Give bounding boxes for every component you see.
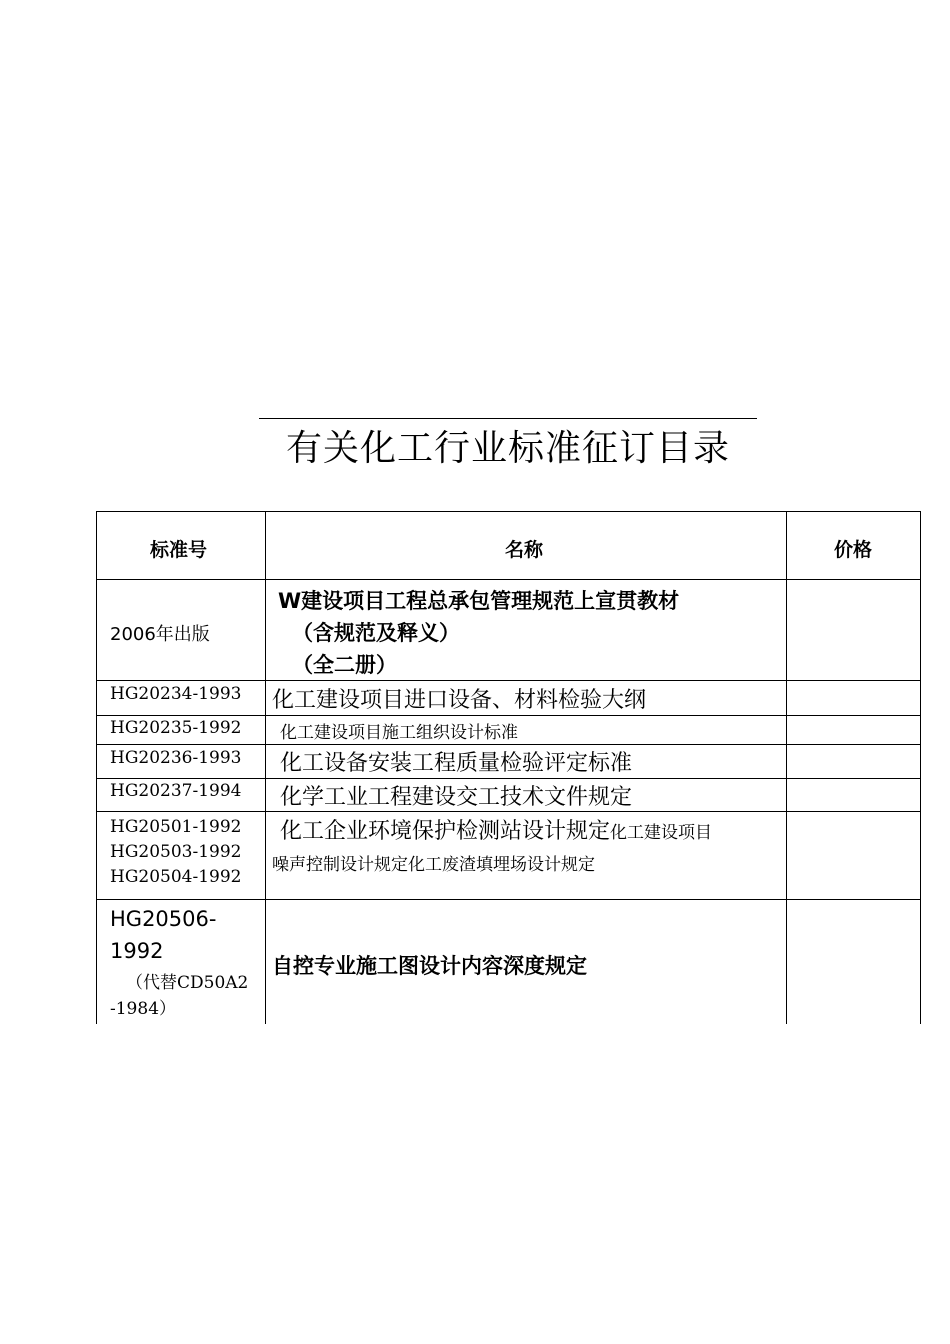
header-price: 价格 bbox=[834, 539, 873, 561]
row5-std-no: HG20237-1994 bbox=[110, 781, 242, 801]
row6-name-line1 bbox=[280, 814, 712, 845]
page-title: 有关化工行业标准征订目录 bbox=[285, 428, 730, 469]
row4-std-no: HG20236-1993 bbox=[110, 748, 242, 768]
row7-std-no-1: HG20506- bbox=[110, 907, 217, 931]
row-separator bbox=[96, 811, 921, 812]
row3-name: 化工建设项目施工组织设计标准 bbox=[280, 723, 518, 743]
table-divider-2 bbox=[786, 511, 787, 1024]
row7-name: 自控专业施工图设计内容深度规定 bbox=[272, 954, 587, 978]
row1-name-line3: （全二册） bbox=[292, 653, 397, 677]
row7-std-no-note bbox=[110, 970, 248, 1022]
row1-name-line1: W建设项目工程总承包管理规范上宣贯教材 bbox=[278, 589, 680, 613]
row6-std-no-2: HG20503-1992 bbox=[110, 842, 242, 862]
row4-name: 化工设备安装工程质量检验评定标准 bbox=[280, 751, 633, 776]
table-border-left bbox=[96, 511, 97, 1024]
title-rule bbox=[259, 418, 757, 419]
row-separator bbox=[96, 579, 921, 580]
table-border-top bbox=[96, 511, 921, 512]
row-separator bbox=[96, 899, 921, 900]
row7-std-no-4: -1984） bbox=[110, 999, 177, 1019]
row6-std-nos bbox=[110, 815, 242, 890]
row7-std-no-3: （代替CD50A2 bbox=[126, 973, 249, 993]
row6-std-no-1: HG20501-1992 bbox=[110, 817, 242, 837]
row-separator bbox=[96, 680, 921, 681]
row6-name-c: 噪声控制设计规定化工废渣填埋场设计规定 bbox=[272, 855, 595, 875]
row-separator bbox=[96, 715, 921, 716]
row2-name: 化工建设项目进口设备、材料检验大纲 bbox=[272, 688, 647, 713]
row3-std-no: HG20235-1992 bbox=[110, 718, 242, 738]
row-separator bbox=[96, 778, 921, 779]
row-separator bbox=[96, 744, 921, 745]
row1-name-line2: （含规范及释义） bbox=[292, 621, 460, 645]
row6-name-b: 化工建设项目 bbox=[610, 823, 713, 843]
row6-std-no-3: HG20504-1992 bbox=[110, 867, 242, 887]
row6-name-a: 化工企业环境保护检测站设计规定 bbox=[280, 819, 611, 844]
row5-name: 化学工业工程建设交工技术文件规定 bbox=[280, 785, 633, 810]
header-name: 名称 bbox=[505, 539, 544, 561]
table-divider-1 bbox=[265, 511, 266, 1024]
header-std-no: 标准号 bbox=[150, 539, 208, 561]
row2-std-no: HG20234-1993 bbox=[110, 684, 242, 704]
row7-std-no-2: 1992 bbox=[110, 939, 164, 963]
table-border-right bbox=[920, 511, 921, 1024]
row1-std-no: 2006年出版 bbox=[110, 624, 210, 645]
row7-std-no-main bbox=[110, 903, 216, 967]
